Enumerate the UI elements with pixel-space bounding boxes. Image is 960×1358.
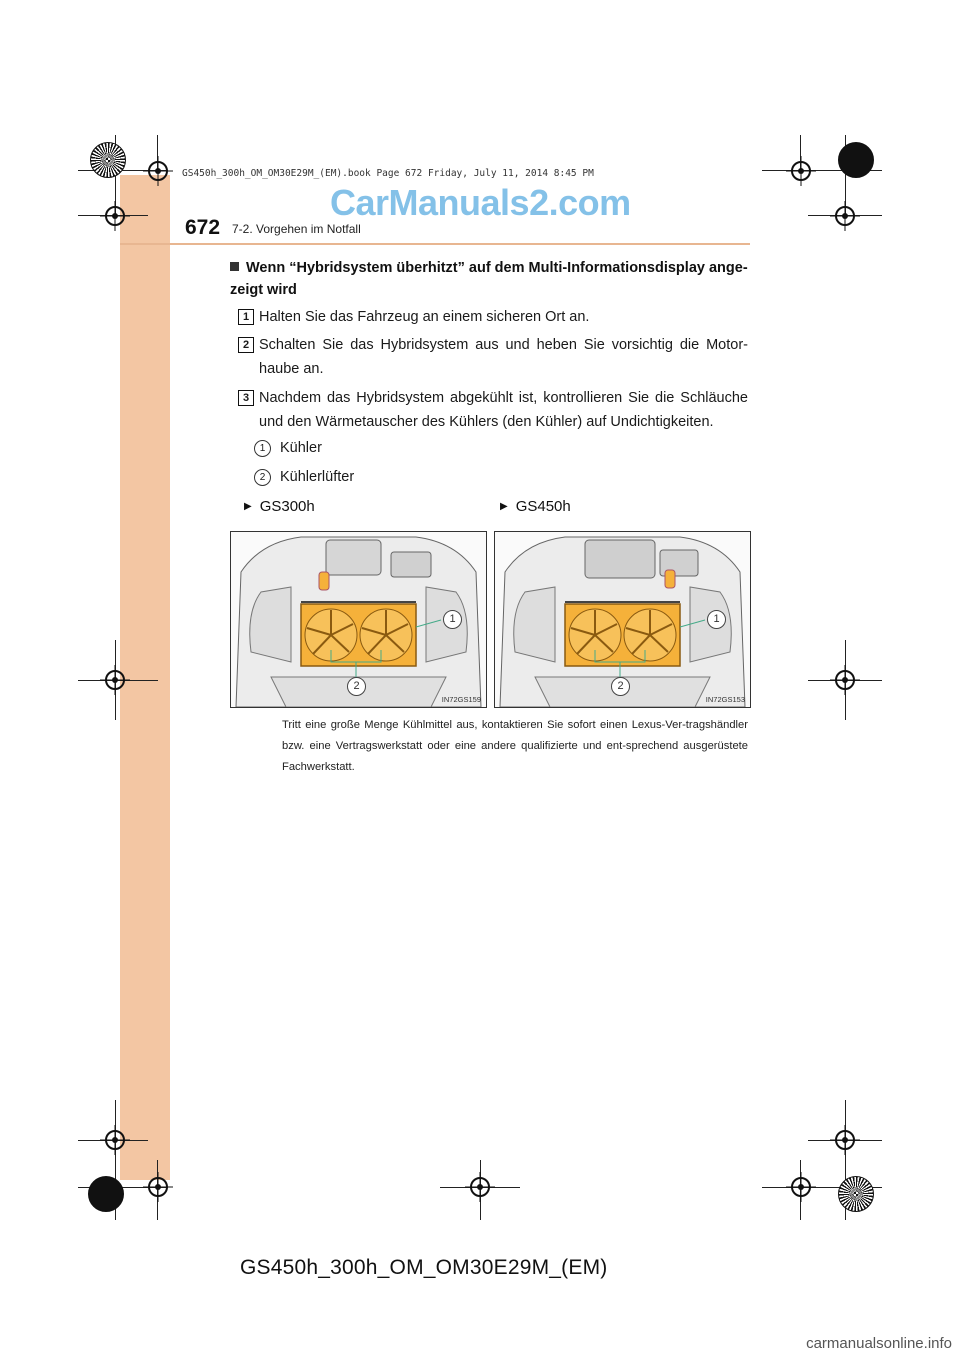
section-title [230,257,750,301]
registration-mark-icon [100,1125,130,1155]
callout-radiator: 1 [443,610,462,629]
legend-item [254,467,354,487]
header-rule [120,243,750,245]
color-calibration-disc-icon [90,142,126,178]
running-section-header: 7-2. Vorgehen im Notfall [232,222,361,236]
legend-number: 1 [254,440,271,457]
registration-mark-icon [100,665,130,695]
legend-item [254,438,322,458]
step-item [238,333,748,381]
registration-mark-icon [830,1125,860,1155]
step-text: Nachdem das Hybridsystem abgekühlt ist, kontrollieren Sie die Schläuche und den Wärmetauscher des Kühlers (den Kühler) auf Undichtigkeiten. [259,390,748,430]
step-number: 1 [238,309,254,325]
registration-mark-icon [830,665,860,695]
registration-mark-icon [830,201,860,231]
footer-document-id: GS450h_300h_OM_OM30E29M_(EM) [240,1256,608,1279]
callout-radiator-fan: 2 [347,677,366,696]
step-text: Schalten Sie das Hybridsystem aus und heben Sie vorsichtig die Motor-haube an. [259,337,748,377]
square-bullet-icon [230,262,239,271]
print-meta-line: GS450h_300h_OM_OM30E29M_(EM).book Page 672 Friday, July 11, 2014 8:45 PM [182,168,594,179]
color-calibration-disc-icon [88,1176,124,1212]
registration-mark-icon [465,1172,495,1202]
legend-label: Kühler [280,440,322,456]
step-number: 3 [238,390,254,406]
coolant-leak-note: Tritt eine große Menge Kühlmittel aus, kontaktieren Sie sofort einen Lexus-Ver-tragshändler bzw. eine Vertragswerkstatt oder eine andere qualifizierte und ent-sprechend ausgerüstete Fachwerkstatt. [282,719,748,773]
variant-label-gs300h: ▶ GS300h [244,498,315,515]
registration-mark-icon [786,1172,816,1202]
figure-code: IN72GS159 [441,695,481,704]
section-title-text: Wenn “Hybridsystem überhitzt” auf dem Multi-Informationsdisplay ange-zeigt wird [230,260,748,298]
registration-mark-icon [786,156,816,186]
triangle-right-icon: ▶ [500,501,508,512]
variant-label-gs450h: ▶ GS450h [500,498,571,515]
registration-mark-icon [143,1172,173,1202]
color-calibration-disc-icon [838,1176,874,1212]
callout-radiator: 1 [707,610,726,629]
registration-mark-icon [143,156,173,186]
step-item [238,386,748,434]
page-number: 672 [185,216,221,239]
step-text: Halten Sie das Fahrzeug an einem sicheren Ort an. [259,309,590,325]
callout-radiator-fan: 2 [611,677,630,696]
watermark-logo: CarManuals2.com [330,182,631,223]
figure-code: IN72GS153 [705,695,745,704]
legend-label: Kühlerlüfter [280,469,355,485]
footer-site-watermark: carmanualsonline.info [806,1335,952,1352]
registration-mark-icon [100,201,130,231]
legend-number: 2 [254,469,271,486]
step-number: 2 [238,337,254,353]
color-calibration-disc-icon [838,142,874,178]
engine-bay-figure-gs450h [494,531,751,708]
engine-bay-figure-gs300h [230,531,487,708]
triangle-right-icon: ▶ [244,501,252,512]
step-item [238,305,748,329]
